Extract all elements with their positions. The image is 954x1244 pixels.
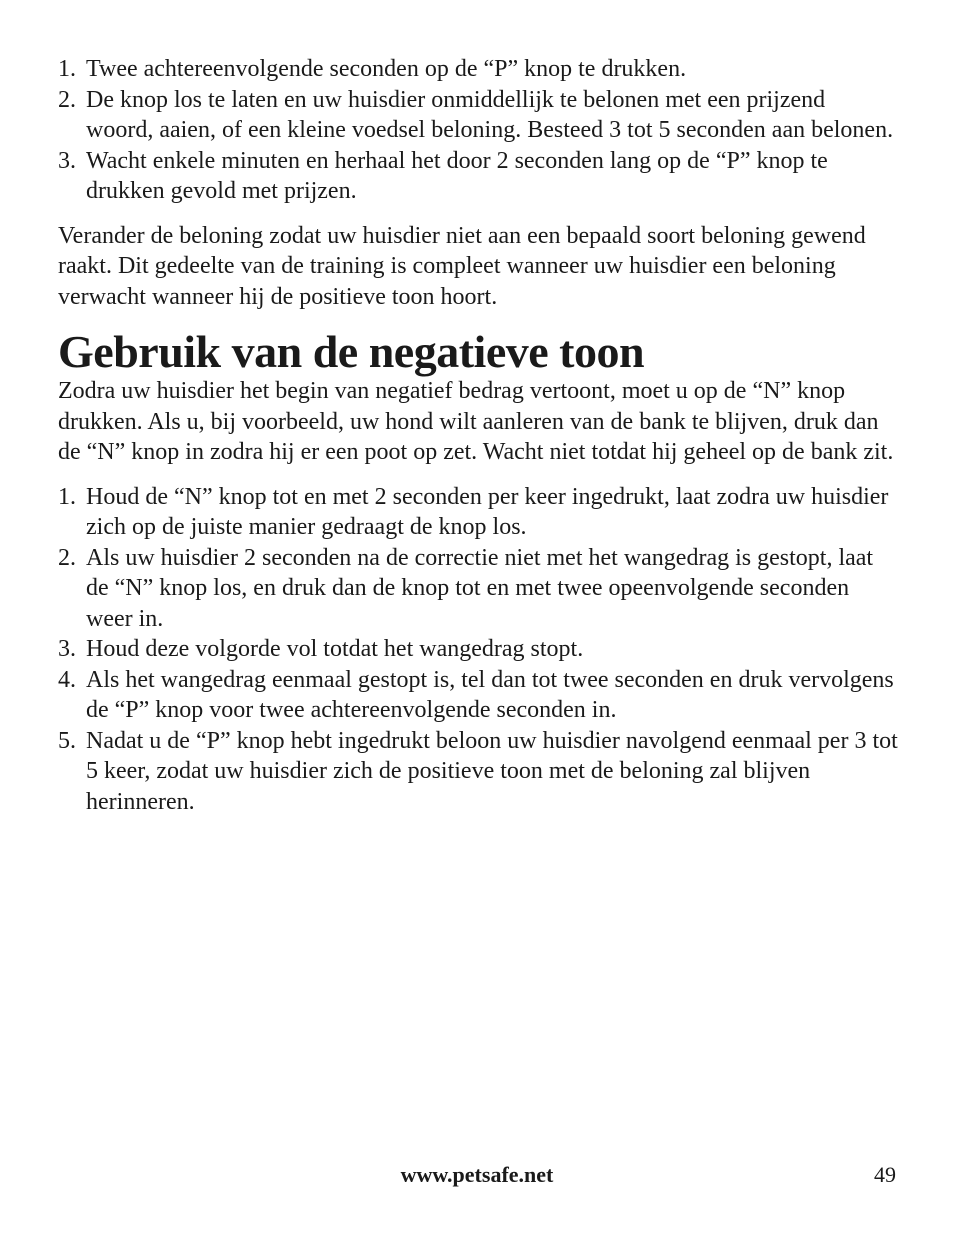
list-item-text: Als uw huisdier 2 seconden na de correctie niet met het wangedrag is gestopt, laat de “N” knop los, en druk dan de knop tot en met twee opeenvolgende seconden weer in. [86, 544, 874, 632]
list-item-number: 3. [58, 636, 76, 662]
list-item [58, 85, 898, 146]
intro-paragraph: Zodra uw huisdier het begin van negatief bedrag vertoont, moet u op de “N” knop drukken. Als u, bij voorbeeld, uw hond wilt aanleren van de bank te blijven, druk dan de “N” knop in zodra hij er een poot op zet. Wacht niet totdat hij geheel op de bank zit. [58, 378, 894, 465]
reward-paragraph: Verander de beloning zodat uw huisdier niet aan een bepaald soort beloning gewend raakt. Dit gedeelte van de training is compleet wanneer uw huisdier een beloning verwacht wanneer hij de positieve toon hoort. [58, 222, 866, 310]
footer-website-url: www.petsafe.net [400, 1162, 554, 1187]
list-item-number: 1. [58, 483, 76, 510]
list-item-text: Houd de “N” knop tot en met 2 seconden per keer ingedrukt, laat zodra uw huisdier zich op de juiste manier gedraagt de knop los. [86, 483, 889, 540]
page-content [58, 54, 898, 817]
list-item-number: 4. [58, 666, 76, 693]
list-item-text: Als het wangedrag eenmaal gestopt is, tel dan tot twee seconden en druk vervolgens de “P” knop voor twee achtereenvolgende seconden in. [86, 666, 894, 723]
list-item-number: 3. [58, 147, 76, 174]
negative-tone-steps-list [58, 482, 898, 818]
list-item-number: 2. [58, 544, 76, 571]
list-item-text: Houd deze volgorde vol totdat het wangedrag stopt. [86, 636, 584, 662]
list-item-text: Nadat u de “P” knop hebt ingedrukt beloon uw huisdier navolgend eenmaal per 3 tot 5 keer, zodat uw huisdier zich de positieve toon met de beloning zal blijven herinneren. [86, 727, 898, 815]
list-item [58, 726, 898, 818]
list-item-text: De knop los te laten en uw huisdier onmiddellijk te belonen met een prijzend woord, aaien, of een kleine voedsel beloning. Besteed 3 tot 5 seconden aan belonen. [86, 86, 894, 143]
list-item-number: 2. [58, 86, 76, 113]
list-item [58, 54, 898, 85]
list-item-number: 1. [58, 56, 76, 82]
list-item [58, 665, 898, 726]
positive-tone-steps-list [58, 54, 898, 207]
list-item [58, 543, 898, 635]
list-item [58, 146, 898, 207]
list-item-text: Twee achtereenvolgende seconden op de “P” knop te drukken. [86, 56, 687, 82]
page-number: 49 [874, 1162, 896, 1187]
list-item [58, 482, 898, 543]
section-heading: Gebruik van de negatieve toon [58, 326, 645, 377]
list-item [58, 634, 898, 665]
list-item-text: Wacht enkele minuten en herhaal het door 2 seconden lang op de “P” knop te drukken gevold met prijzen. [86, 147, 828, 204]
list-item-number: 5. [58, 727, 76, 754]
